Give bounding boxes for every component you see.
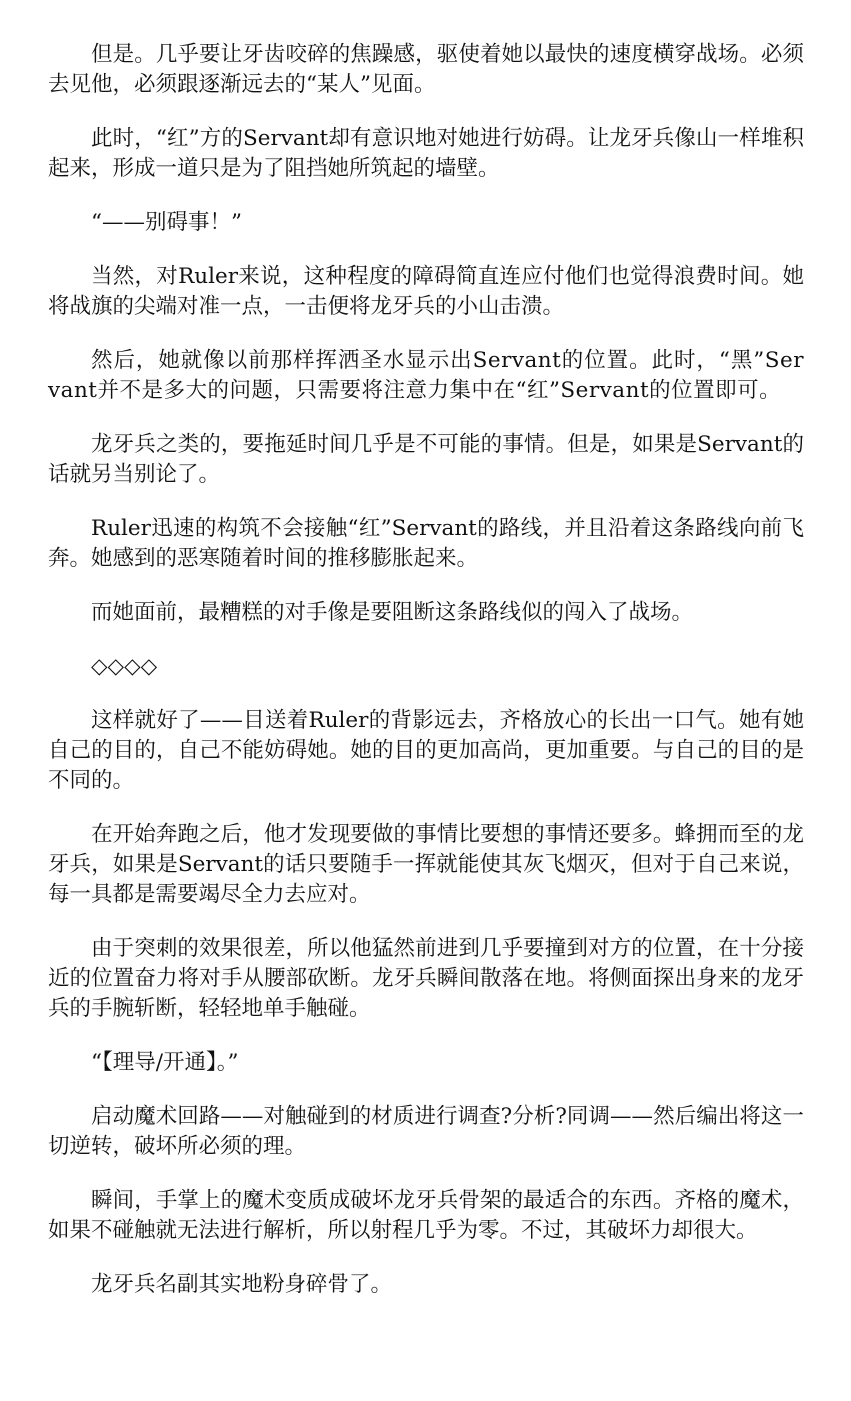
paragraph-12-incantation: “【理导/开通】。” [91, 1050, 239, 1075]
paragraph-5: 然后，她就像以前那样挥洒圣水显示出Servant的位置。此时，“黑”Servant并不是多大的问题，只需要将注意力集中在“红”Servant的位置即可。 [48, 348, 804, 403]
paragraph-2: 此时，“红”方的Servant却有意识地对她进行妨碍。让龙牙兵像山一样堆积起来，形成一道只是为了阻挡她所筑起的墙壁。 [48, 126, 804, 181]
paragraph-13: 启动魔术回路——对触碰到的材质进行调查?分析?同调——然后编出将这一切逆转，破坏所必须的理。 [48, 1104, 804, 1159]
paragraph-10: 在开始奔跑之后，他才发现要做的事情比要想的事情还要多。蜂拥而至的龙牙兵，如果是Servant的话只要随手一挥就能使其灰飞烟灭，但对于自己来说，每一具都是需要竭尽全力去应对。 [48, 822, 804, 907]
novel-page [48, 40, 804, 1324]
paragraph-11: 由于突刺的效果很差，所以他猛然前进到几乎要撞到对方的位置，在十分接近的位置奋力将对手从腰部砍断。龙牙兵瞬间散落在地。将侧面探出身来的龙牙兵的手腕斩断，轻轻地单手触碰。 [48, 936, 804, 1021]
paragraph-15: 龙牙兵名副其实地粉身碎骨了。 [91, 1272, 393, 1297]
paragraph-9: 这样就好了——目送着Ruler的背影远去，齐格放心的长出一口气。她有她自己的目的，自己不能妨碍她。她的目的更加高尚，更加重要。与自己的目的是不同的。 [48, 708, 804, 793]
paragraph-14: 瞬间，手掌上的魔术变质成破坏龙牙兵骨架的最适合的东西。齐格的魔术，如果不碰触就无法进行解析，所以射程几乎为零。不过，其破坏力却很大。 [48, 1188, 804, 1243]
scene-break: ◇◇◇◇ [91, 654, 158, 679]
paragraph-8: 而她面前，最糟糕的对手像是要阻断这条路线似的闯入了战场。 [91, 600, 694, 625]
paragraph-1: 但是。几乎要让牙齿咬碎的焦躁感，驱使着她以最快的速度横穿战场。必须去见他，必须跟逐渐远去的“某人”见面。 [48, 42, 804, 97]
paragraph-4: 当然，对Ruler来说，这种程度的障碍简直连应付他们也觉得浪费时间。她将战旗的尖端对准一点，一击便将龙牙兵的小山击溃。 [48, 264, 804, 319]
paragraph-7: Ruler迅速的构筑不会接触“红”Servant的路线，并且沿着这条路线向前飞奔。她感到的恶寒随着时间的推移膨胀起来。 [48, 516, 804, 571]
paragraph-6: 龙牙兵之类的，要拖延时间几乎是不可能的事情。但是，如果是Servant的话就另当别论了。 [48, 432, 804, 487]
paragraph-3-dialogue: “——别碍事！” [91, 210, 242, 235]
